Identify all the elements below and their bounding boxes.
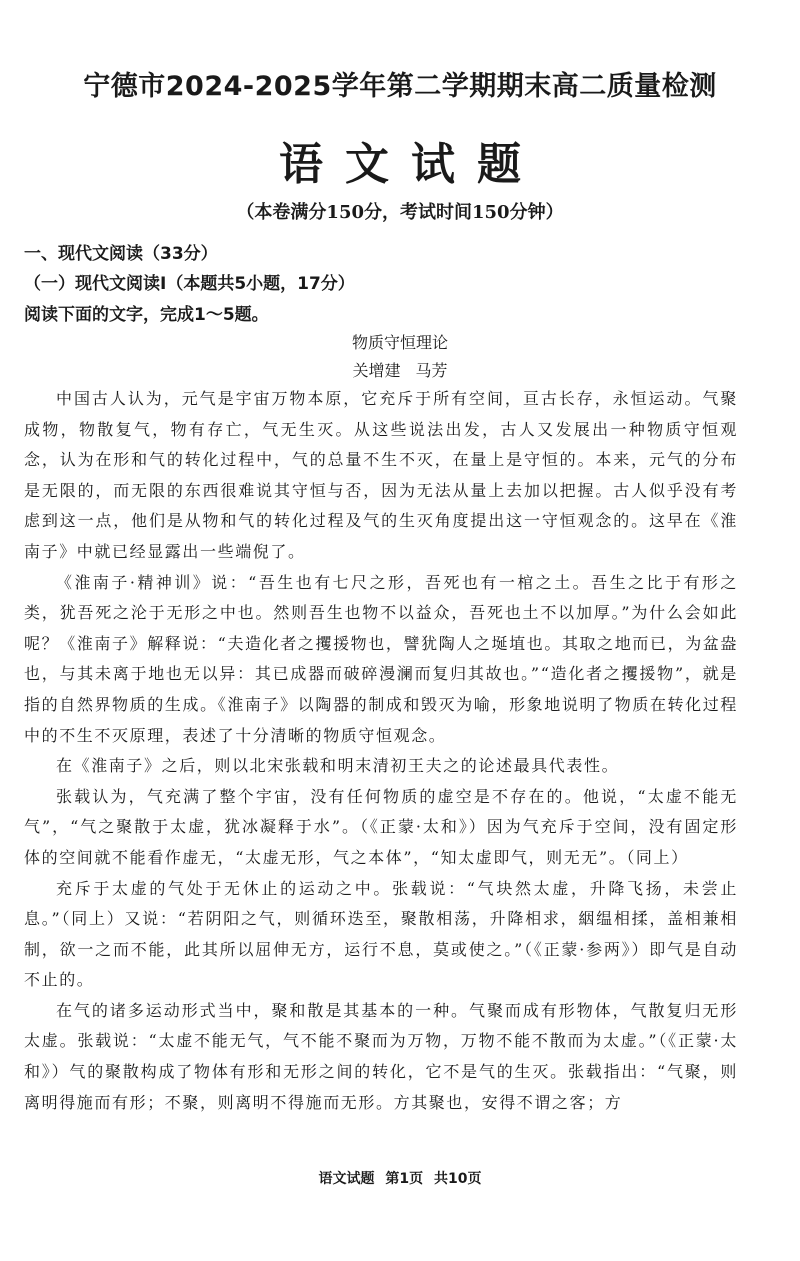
article-body [24,384,738,1118]
article-paragraph: 《淮南子·精神训》说：“吾生也有七尺之形，吾死也有一棺之土。吾生之比于有形之类，犹吾死之沦于无形之中也。然则吾生也物不以益众，吾死也土不以加厚。”为什么会如此呢？《淮南子》解释说：“夫造化者之攫援物也，譬犹陶人之埏埴也。其取之地而已，为盆盎也，与其未离于地也无以异：其已成器而破碎漫澜而复归其故也。”“造化者之攫援物”，就是指的自然界物质的生成。《淮南子》以陶器的制成和毁灭为喻，形象地说明了物质在转化过程中的不生不灭原理，表述了十分清晰的物质守恒观念。 [24,572,738,745]
reading-instruction: 阅读下面的文字，完成1～5题。 [24,305,269,325]
article-paragraph: 在《淮南子》之后，则以北宋张载和明末清初王夫之的论述最具代表性。 [56,756,620,776]
article-paragraph: 张载认为，气充满了整个宇宙，没有任何物质的虚空是不存在的。他说，“太虚不能无气”，“气之聚散于太虚，犹冰凝释于水”。（《正蒙·太和》）因为气充斥于空间，没有固定形体的空间就不能看作虚无，“太虚无形，气之本体”，“知太虚即气，则无无”。（同上） [24,786,738,867]
article-paragraph: 中国古人认为，元气是宇宙万物本原，它充斥于所有空间，亘古长存，永恒运动。气聚成物，物散复气，物有存亡，气无生灭。从这些说法出发，古人又发展出一种物质守恒观念，认为在形和气的转化过程中，气的总量不生不灭，在量上是守恒的。本来，元气的分布是无限的，而无限的东西很难说其守恒与否，因为无法从量上去加以把握。古人似乎没有考虑到这一点，他们是从物和气的转化过程及气的生灭角度提出这一守恒观念的。这早在《淮南子》中就已经显露出一些端倪了。 [24,389,738,561]
exam-info: （本卷满分150分，考试时间150分钟） [236,202,564,223]
section-heading: 一、现代文阅读（33分） [24,244,218,264]
article-paragraph: 充斥于太虚的气处于无休止的运动之中。张载说：“气块然太虚，升降飞扬，未尝止息。”（同上）又说：“若阴阳之气，则循环迭至，聚散相荡，升降相求，絪缊相揉，盖相兼相制，欲一之而不能，此其所以屈伸无方，运行不息，莫或使之。”（《正蒙·参两》）即气是自动不止的。 [24,878,738,990]
article-paragraph: 在气的诸多运动形式当中，聚和散是其基本的一种。气聚而成有形物体，气散复归无形太虚。张载说：“太虚不能无气，气不能不聚而为万物，万物不能不散而为太虚。”（《正蒙·太和》）气的聚散构成了物体有形和无形之间的转化，它不是气的生灭。张载指出：“气聚，则离明得施而有形；不聚，则离明不得施而无形。方其聚也，安得不谓之客；方 [24,1000,738,1112]
exam-title: 宁德市2024-2025学年第二学期期末高二质量检测 [83,71,717,102]
article-authors: 关增建 马芳 [352,361,448,380]
part-heading: （一）现代文阅读Ⅰ（本题共5小题，17分） [24,274,355,294]
page-footer: 语文试题 第1页 共10页 [318,1171,482,1187]
subject-title: 语文试题 [279,139,543,190]
article-title: 物质守恒理论 [351,333,448,352]
